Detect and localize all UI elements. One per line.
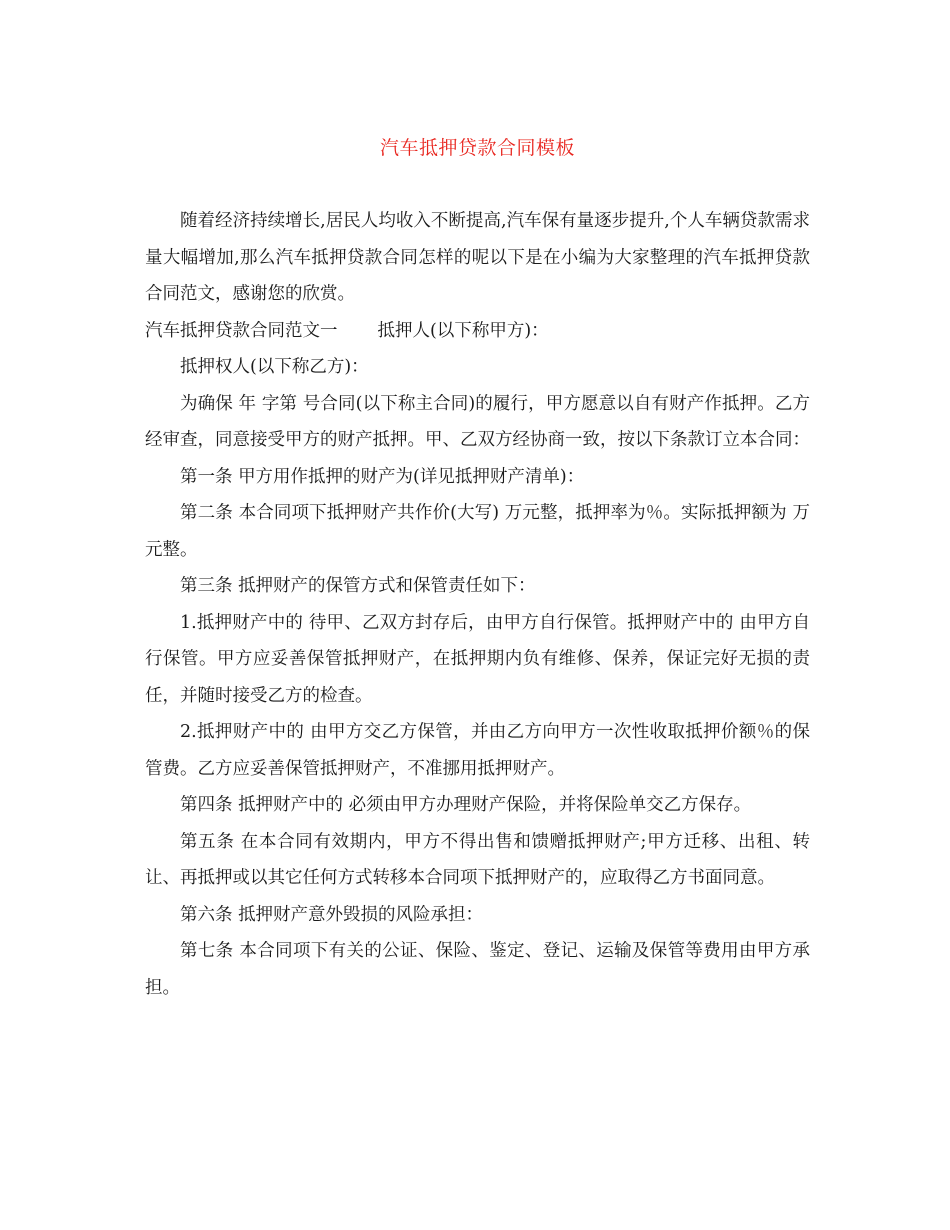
- article-7: 第七条 本合同项下有关的公证、保险、鉴定、登记、运输及保管等费用由甲方承担。: [145, 941, 810, 998]
- article-3-item-1: 1.抵押财产中的 待甲、乙双方封存后，由甲方自行保管。抵押财产中的 由甲方自行保管。甲方应妥善保管抵押财产，在抵押期内负有维修、保养，保证完好无损的责任，并随时接受乙方的检查。: [145, 612, 810, 706]
- sample-heading: 汽车抵押贷款合同范文一: [145, 320, 338, 341]
- article-3-item-2: 2.抵押财产中的 由甲方交乙方保管，并由乙方向甲方一次性收取抵押价额％的保管费。乙方应妥善保管抵押财产，不准挪用抵押财产。: [145, 722, 810, 779]
- article-6: 第六条 抵押财产意外毁损的风险承担：: [180, 904, 484, 925]
- document-page: [145, 0, 810, 1230]
- article-1: 第一条 甲方用作抵押的财产为(详见抵押财产清单)：: [180, 466, 585, 487]
- document-body: [145, 203, 810, 1006]
- article-5: 第五条 在本合同有效期内，甲方不得出售和馈赠抵押财产;甲方迁移、出租、转让、再抵押或以其它任何方式转移本合同项下抵押财产的，应取得乙方书面同意。: [145, 831, 810, 888]
- article-3: 第三条 抵押财产的保管方式和保管责任如下：: [180, 576, 536, 596]
- preamble-paragraph: 为确保 年 字第 号合同(以下称主合同)的履行，甲方愿意以自有财产作抵押。乙方经审查，同意接受甲方的财产抵押。甲、乙双方经协商一致，按以下条款订立本合同：: [145, 393, 810, 450]
- article-4: 第四条 抵押财产中的 必须由甲方办理财产保险，并将保险单交乙方保存。: [180, 795, 752, 815]
- mortgagor-line: 抵押人(以下称甲方)：: [377, 320, 549, 341]
- intro-paragraph: 随着经济持续增长,居民人均收入不断提高,汽车保有量逐步提升,个人车辆贷款需求量大幅增加,那么汽车抵押贷款合同怎样的呢以下是在小编为大家整理的汽车抵押贷款合同范文，感谢您的欣赏。: [145, 211, 810, 304]
- document-title: 汽车抵押贷款合同模板: [379, 137, 575, 159]
- sample-heading-line: [145, 313, 810, 350]
- mortgagee-line: 抵押权人(以下称乙方)：: [180, 357, 369, 377]
- article-2: 第二条 本合同项下抵押财产共作价(大写) 万元整，抵押率为％。实际抵押额为 万元整。: [145, 503, 810, 560]
